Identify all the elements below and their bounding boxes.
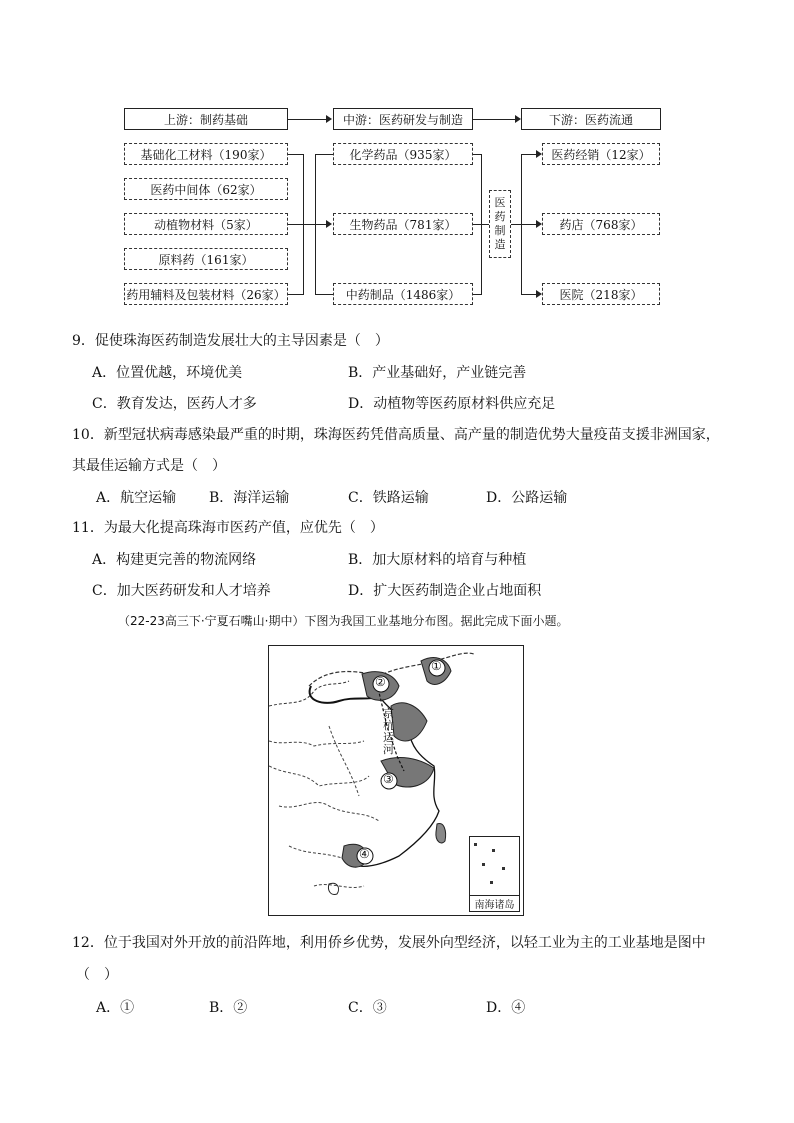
downstream-item: 医院（218家） bbox=[542, 283, 660, 305]
canal-label: 京杭运河 bbox=[383, 707, 394, 756]
header-downstream: 下游：医药流通 bbox=[521, 108, 661, 130]
upstream-item: 医药中间体（62家） bbox=[124, 178, 288, 200]
base-label-4: ④ bbox=[359, 847, 370, 861]
q10-stem-cont: 其最佳运输方式是（ ） bbox=[72, 458, 226, 474]
q12-option-b[interactable]: B．② bbox=[209, 1000, 248, 1016]
q9-option-c[interactable]: C．教育发达，医药人才多 bbox=[92, 396, 257, 412]
q10-option-c[interactable]: C．铁路运输 bbox=[348, 490, 429, 506]
q9-option-b[interactable]: B．产业基础好，产业链完善 bbox=[348, 365, 527, 381]
q12-option-a[interactable]: A．① bbox=[96, 1000, 135, 1016]
q10-option-a[interactable]: A．航空运输 bbox=[96, 490, 177, 506]
q12-option-c[interactable]: C．③ bbox=[348, 1000, 387, 1016]
south-sea-inset bbox=[469, 836, 520, 912]
source-note: （22-23高三下·宁夏石嘴山·期中）下图为我国工业基地分布图。据此完成下面小题。 bbox=[118, 614, 569, 628]
q9-stem: 9．促使珠海医药制造发展壮大的主导因素是（ ） bbox=[72, 333, 389, 349]
downstream-item: 医药经销（12家） bbox=[542, 143, 660, 165]
q12-stem-cont: （ ） bbox=[76, 967, 118, 983]
inset-label: 南海诸岛 bbox=[470, 895, 519, 911]
q11-option-a[interactable]: A．构建更完善的物流网络 bbox=[92, 552, 257, 568]
q10-option-d[interactable]: D．公路运输 bbox=[486, 490, 568, 506]
q12-option-d[interactable]: D．④ bbox=[486, 1000, 526, 1016]
upstream-item: 药用辅料及包装材料（26家） bbox=[124, 283, 288, 305]
q11-option-d[interactable]: D．扩大医药制造企业占地面积 bbox=[348, 583, 542, 599]
upstream-item: 动植物材料（5家） bbox=[124, 213, 288, 235]
q11-option-b[interactable]: B．加大原材料的培育与种植 bbox=[348, 552, 527, 568]
midstream-item: 中药制品（1486家） bbox=[333, 283, 473, 305]
header-upstream: 上游：制药基础 bbox=[124, 108, 288, 130]
industrial-base-map bbox=[268, 645, 524, 916]
q11-stem: 11．为最大化提高珠海市医药产值，应优先（ ） bbox=[72, 520, 384, 536]
q10-stem: 10．新型冠状病毒感染最严重的时期，珠海医药凭借高质量、高产量的制造优势大量疫苗支援非洲国家， bbox=[72, 427, 720, 443]
midstream-item: 生物药品（781家） bbox=[333, 213, 473, 235]
q9-option-d[interactable]: D．动植物等医药原材料供应充足 bbox=[348, 396, 556, 412]
q11-option-c[interactable]: C．加大医药研发和人才培养 bbox=[92, 583, 271, 599]
midstream-item: 化学药品（935家） bbox=[333, 143, 473, 165]
q9-option-a[interactable]: A．位置优越，环境优美 bbox=[92, 365, 243, 381]
upstream-item: 基础化工材料（190家） bbox=[124, 143, 288, 165]
header-midstream: 中游：医药研发与制造 bbox=[333, 108, 473, 130]
manufacture-label: 医 药 制 造 bbox=[489, 190, 511, 258]
q10-option-b[interactable]: B．海洋运输 bbox=[209, 490, 290, 506]
base-label-3: ③ bbox=[383, 772, 394, 786]
base-label-2: ② bbox=[375, 675, 386, 689]
upstream-item: 原料药（161家） bbox=[124, 248, 288, 270]
q12-stem: 12．位于我国对外开放的前沿阵地，利用侨乡优势，发展外向型经济，以轻工业为主的工业基地是图中 bbox=[72, 935, 706, 951]
base-label-1: ① bbox=[431, 659, 442, 673]
downstream-item: 药店（768家） bbox=[542, 213, 660, 235]
